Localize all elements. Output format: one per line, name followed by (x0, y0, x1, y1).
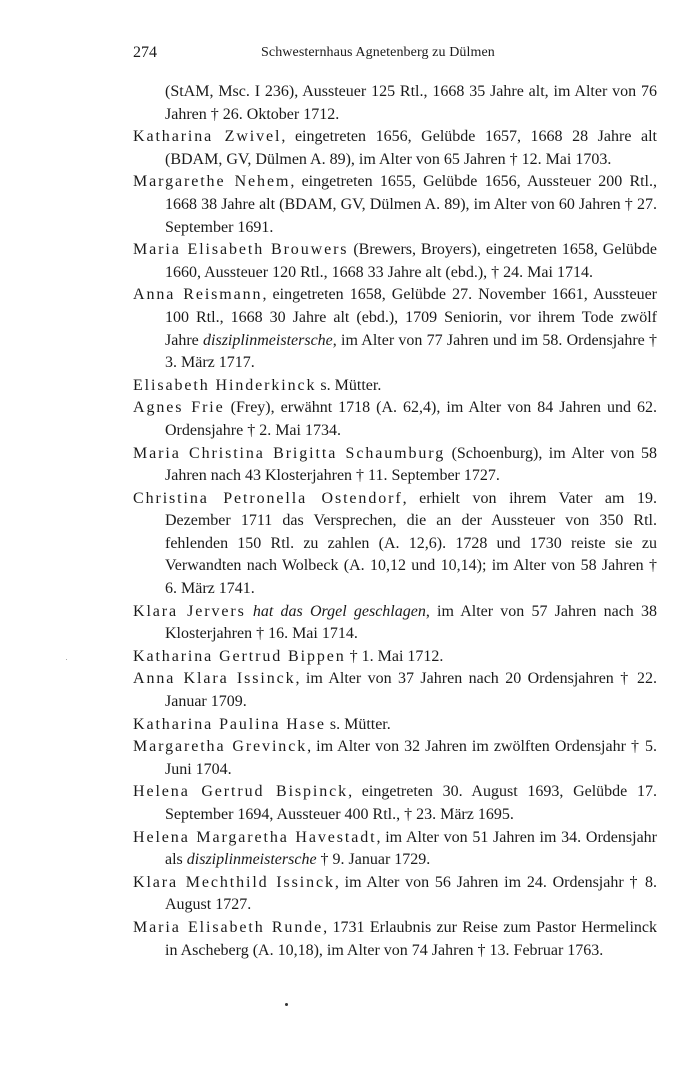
entry-name: Klara Mechthild Issinck (133, 873, 335, 891)
page-number: 274 (133, 44, 157, 61)
print-speck (66, 659, 67, 660)
entry-helena-havestadt: Helena Margaretha Havestadt, im Alter von 51 Jahren im 34. Ordensjahr als disziplinmeistersche † 9. Januar 1729. (133, 828, 657, 869)
entry-name: Agnes Frie (133, 399, 225, 417)
entry-margarethe-nehem: Margarethe Nehem, eingetreten 1655, Gelübde 1656, Aussteuer 200 Rtl., 1668 38 Jahre alt (BDAM, GV, Dülmen A. 89), im Alter von 60 Jahren † 27. September 1691. (133, 173, 657, 236)
entry-margaretha-grevinck: Margaretha Grevinck, im Alter von 32 Jahren im zwölften Ordensjahr † 5. Juni 1704. (133, 738, 658, 778)
entry-name: Margarethe Nehem (133, 173, 291, 191)
running-title: Schwesternhaus Agnetenberg zu Dülmen (261, 45, 495, 60)
entry-name: Anna Klara Issinck (133, 670, 296, 688)
entry-name: Helena Margaretha Havestadt (133, 828, 377, 846)
entry-continuation: (StAM, Msc. I 236), Aussteuer 125 Rtl., 1668 35 Jahre alt, im Alter von 76 Jahren † 26. Oktober 1712. (165, 83, 657, 123)
entry-maria-elisabeth-runde: Maria Elisabeth Runde, 1731 Erlaubnis zur Reise zum Pastor Hermelinck in Ascheberg (A. 10,18), im Alter von 74 Jahren † 13. Februar 1763. (133, 918, 657, 959)
entry-agnes-frie: Agnes Frie (Frey), erwähnt 1718 (A. 62,4), im Alter von 84 Jahren und 62. Ordensjahre † 2. Mai 1734. (133, 399, 657, 439)
entry-name: Maria Christina Brigitta Schaumburg (133, 444, 446, 462)
entry-klara-mechthild-issinck: Klara Mechthild Issinck, im Alter von 56 Jahren im 24. Ordensjahr † 8. August 1727. (133, 873, 657, 914)
entry-name: Anna Reismann (133, 286, 263, 304)
print-speck-dot (285, 1003, 288, 1006)
entry-name: Margaretha Grevinck (133, 738, 308, 756)
entry-katharina-bippen: Katharina Gertrud Bippen † 1. Mai 1712. (133, 647, 444, 665)
register-entries (133, 81, 657, 962)
entry-anna-klara-issinck: Anna Klara Issinck, im Alter von 37 Jahren nach 20 Ordensjahren † 22. Januar 1709. (133, 670, 658, 711)
entry-maria-elisabeth-brouwers: Maria Elisabeth Brouwers (Brewers, Broyers), eingetreten 1658, Gelübde 1660, Aussteuer 120 Rtl., 1668 33 Jahre alt (ebd.), † 24. Mai 1714. (133, 241, 657, 281)
entry-name: Helena Gertrud Bispinck (133, 783, 349, 801)
entry-name: Katharina Gertrud Bippen (133, 647, 346, 665)
entry-katharina-zwivel: Katharina Zwivel, eingetreten 1656, Gelübde 1657, 1668 28 Jahre alt (BDAM, GV, Dülmen A. 89), im Alter von 65 Jahren † 12. Mai 1703. (133, 128, 657, 168)
entry-name: Elisabeth Hinderkinck (133, 376, 317, 394)
entry-klara-jervers: Klara Jervers hat das Orgel geschlagen, im Alter von 57 Jahren nach 38 Klosterjahren † 16. Mai 1714. (133, 602, 657, 643)
entry-christina-ostendorf: Christina Petronella Ostendorf, erhielt von ihrem Vater am 19. Dezember 1711 das Versprechen, die an der Aussteuer von 350 Rtl. fehlenden 150 Rtl. zu zahlen (A. 12,6). 1728 und 1730 reiste sie zu Verwandten nach Wolbeck (A. 10,12 und 10,14); im Alter von 58 Jahren † 6. März 1741. (133, 489, 658, 598)
entry-elisabeth-hinderkinck: Elisabeth Hinderkinck s. Mütter. (133, 376, 382, 394)
entry-katharina-hase: Katharina Paulina Hase s. Mütter. (133, 715, 391, 733)
entry-name: Christina Petronella Ostendorf (133, 489, 403, 507)
page-header (133, 44, 657, 68)
entry-name: Klara Jervers (133, 602, 246, 620)
entry-name: Katharina Paulina Hase (133, 715, 326, 733)
entry-name: Maria Elisabeth Brouwers (133, 241, 349, 259)
book-page (133, 44, 657, 962)
entry-name: Maria Elisabeth Runde (133, 918, 324, 936)
entry-maria-christina-schaumburg: Maria Christina Brigitta Schaumburg (Schoenburg), im Alter von 58 Jahren nach 43 Klosterjahren † 11. September 1727. (133, 444, 657, 485)
entry-helena-bispinck: Helena Gertrud Bispinck, eingetreten 30. August 1693, Gelübde 17. September 1694, Aussteuer 400 Rtl., † 23. März 1695. (133, 783, 657, 823)
entry-anna-reismann: Anna Reismann, eingetreten 1658, Gelübde 27. November 1661, Aussteuer 100 Rtl., 1668 30 Jahre alt (ebd.), 1709 Seniorin, vor ihrem Tode zwölf Jahre disziplinmeistersche, im Alter von 77 Jahren und im 58. Ordensjahre † 3. März 1717. (133, 286, 658, 372)
entry-name: Katharina Zwivel (133, 128, 282, 146)
